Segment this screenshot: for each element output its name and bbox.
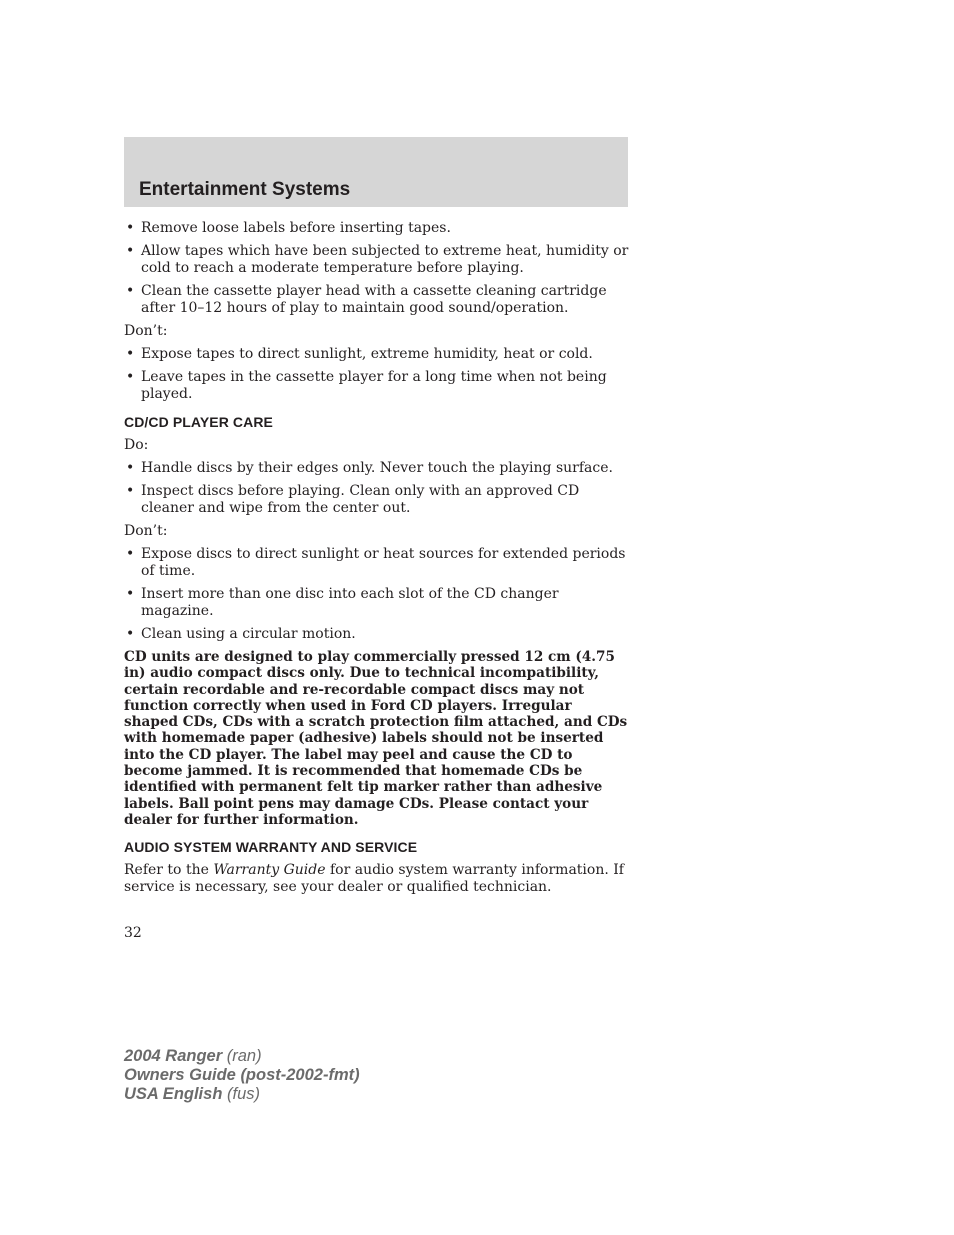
warranty-text-before: Refer to the	[124, 862, 214, 879]
cd-care-heading: CD/CD PLAYER CARE	[124, 414, 273, 430]
warranty-text-after: for audio system warranty information. If service is necessary, see your dealer or qualified technician.	[124, 862, 624, 896]
footer-model-code: (ran)	[222, 1047, 262, 1065]
footer-guide: Owners Guide (post-2002-fmt)	[124, 1066, 360, 1084]
cd-dont-label: Don’t:	[124, 523, 168, 539]
section-header-band	[124, 137, 628, 207]
list-item: • Expose tapes to direct sunlight, extreme humidity, heat or cold.	[124, 346, 630, 363]
footer-line-guide	[124, 1066, 360, 1085]
cd-notice-paragraph: CD units are designed to play commercially pressed 12 cm (4.75 in) audio compact discs only. Due to technical incompatibility, certain recordable and re-recordable compact discs may not function correctly when used in Ford CD players. Irregular shaped CDs, CDs with a scratch protection film attached, and CDs with homemade paper (adhesive) labels should not be inserted into the CD player. The label may peel and cause the CD to become jammed. It is recommended that homemade CDs be identified with permanent felt tip marker rather than adhesive labels. Ball point pens may damage CDs. Please contact your dealer for further information.	[124, 649, 628, 828]
footer-language: USA English	[124, 1085, 223, 1103]
cassette-do-list	[124, 220, 630, 317]
cd-do-label: Do:	[124, 437, 149, 453]
list-item: • Handle discs by their edges only. Never touch the playing surface.	[124, 460, 630, 477]
list-item: • Expose discs to direct sunlight or heat sources for extended periods of time.	[124, 546, 630, 580]
cd-dont-list	[124, 546, 630, 643]
footer-line-model	[124, 1047, 360, 1066]
cd-do-list	[124, 460, 630, 517]
cassette-dont-label: Don’t:	[124, 323, 168, 339]
warranty-paragraph	[124, 862, 630, 896]
list-item: • Clean using a circular motion.	[124, 626, 630, 643]
footer-line-language	[124, 1085, 360, 1104]
footer-language-code: (fus)	[222, 1085, 260, 1103]
section-title: Entertainment Systems	[139, 179, 351, 200]
document-footer	[124, 1047, 360, 1104]
page-content	[124, 220, 630, 902]
list-item: • Remove loose labels before inserting tapes.	[124, 220, 630, 237]
page-number: 32	[124, 925, 142, 941]
warranty-guide-title: Warranty Guide	[213, 862, 326, 879]
warranty-heading: AUDIO SYSTEM WARRANTY AND SERVICE	[124, 839, 418, 856]
footer-model: 2004 Ranger	[124, 1047, 223, 1065]
list-item: • Inspect discs before playing. Clean only with an approved CD cleaner and wipe from the center out.	[124, 483, 630, 517]
list-item: • Leave tapes in the cassette player for a long time when not being played.	[124, 369, 630, 403]
list-item: • Allow tapes which have been subjected to extreme heat, humidity or cold to reach a moderate temperature before playing.	[124, 243, 630, 277]
list-item: • Clean the cassette player head with a cassette cleaning cartridge after 10–12 hours of play to maintain good sound/operation.	[124, 283, 630, 317]
cassette-dont-list	[124, 346, 630, 403]
list-item: • Insert more than one disc into each slot of the CD changer magazine.	[124, 586, 630, 620]
